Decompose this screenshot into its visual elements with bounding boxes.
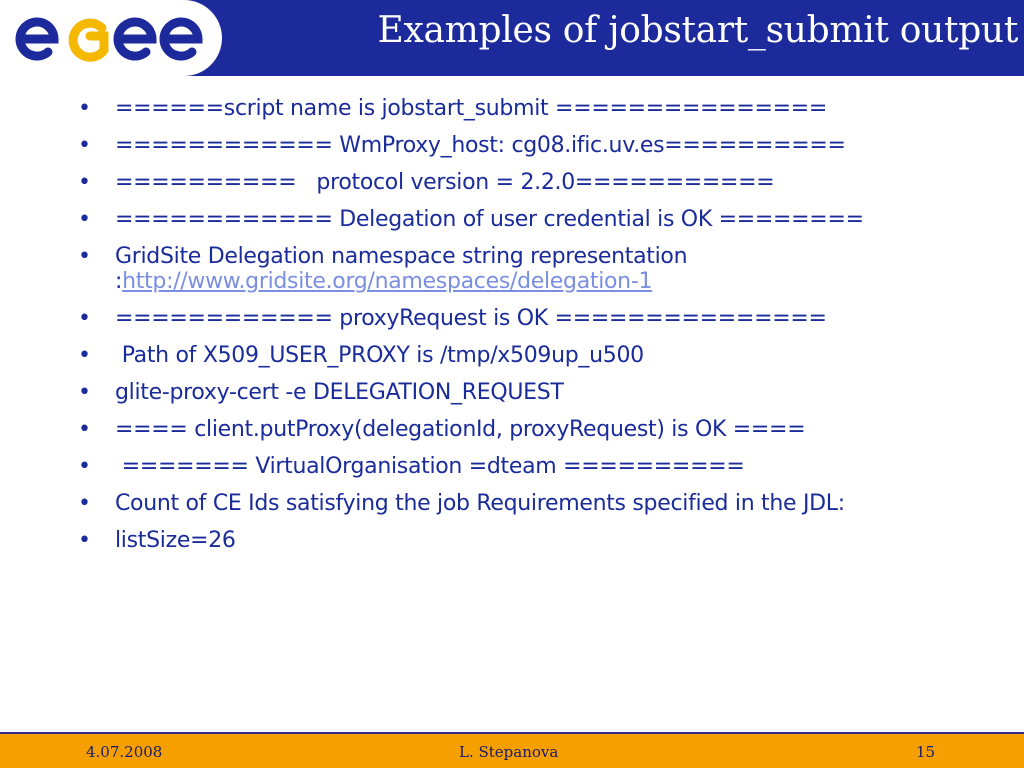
bullet-text: ============ proxyRequest is OK =============== [115,306,827,331]
bullet-text: listSize=26 [115,528,236,553]
bullet-text: Path of X509_USER_PROXY is /tmp/x509up_u500 [115,343,644,368]
namespace-link[interactable]: http://www.gridsite.org/namespaces/delegation-1 [122,269,653,294]
bullet-item [78,244,958,294]
bullet-text: ========== protocol version = 2.2.0=========== [115,170,775,195]
bullet-item [78,170,958,195]
bullet-item [78,417,958,442]
bullet-dot-icon: • [78,528,91,553]
footer-author: L. Stepanova [459,743,559,761]
bullet-dot-icon: • [78,417,91,442]
bullet-dot-icon: • [78,244,91,269]
footer-page-number: 15 [916,743,936,761]
bullet-text: Count of CE Ids satisfying the job Requirements specified in the JDL: [115,491,845,516]
bullet-text: ==== client.putProxy(delegationId, proxyRequest) is OK ==== [115,417,806,442]
bullet-dot-icon: • [78,306,91,331]
bullet-text: ======= VirtualOrganisation =dteam ========== [115,454,745,479]
egee-logo [14,14,204,64]
bullet-item [78,528,958,553]
bullet-item [78,133,958,158]
bullet-item [78,96,958,121]
bullet-dot-icon: • [78,380,91,405]
bullet-text: ======script name is jobstart_submit =============== [115,96,828,121]
slide-footer [0,732,1024,768]
bullet-item [78,454,958,479]
bullet-item [78,380,958,405]
bullet-text: ============ WmProxy_host: cg08.ific.uv.es========== [115,133,846,158]
slide-title: Examples of jobstart_submit output [377,10,1018,51]
bullet-text: GridSite Delegation namespace string representation : [115,244,688,294]
footer-date: 4.07.2008 [86,743,163,761]
bullet-item [78,207,958,232]
bullet-list [78,96,958,565]
bullet-dot-icon: • [78,133,91,158]
bullet-dot-icon: • [78,491,91,516]
logo-container [0,0,222,76]
bullet-dot-icon: • [78,170,91,195]
bullet-text: ============ Delegation of user credential is OK ======== [115,207,864,232]
bullet-dot-icon: • [78,454,91,479]
bullet-dot-icon: • [78,343,91,368]
bullet-dot-icon: • [78,96,91,121]
bullet-dot-icon: • [78,207,91,232]
bullet-item [78,306,958,331]
bullet-text: glite-proxy-cert -e DELEGATION_REQUEST [115,380,564,405]
bullet-item [78,343,958,368]
bullet-item [78,491,958,516]
